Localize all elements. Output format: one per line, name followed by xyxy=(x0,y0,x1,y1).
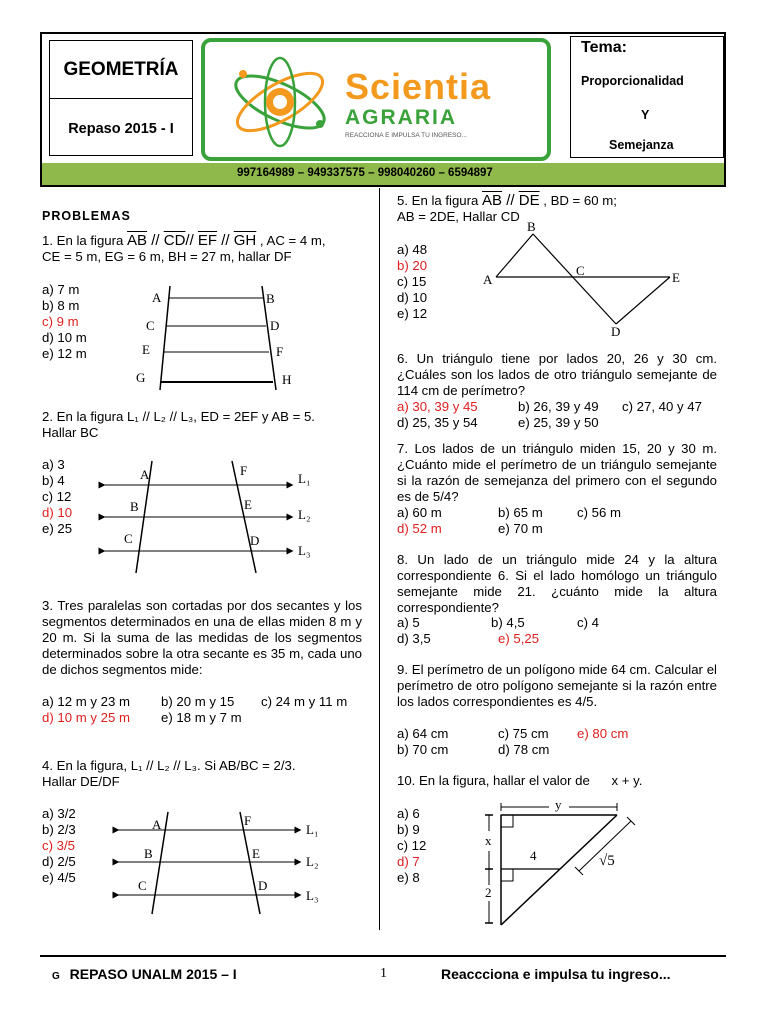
label-sqrt5: √5 xyxy=(599,853,615,869)
option: e) 25 xyxy=(42,521,73,536)
logo-box xyxy=(201,38,551,161)
figure-4 xyxy=(112,808,332,918)
problem-1 xyxy=(42,233,362,265)
option: a) 64 cm xyxy=(397,726,449,741)
divider xyxy=(50,98,192,99)
option: e) 8 xyxy=(397,870,420,885)
option-answer: b) 20 xyxy=(397,258,428,273)
label-A: A xyxy=(152,817,162,832)
tema-line3: Semejanza xyxy=(609,138,674,152)
label-L3: L₃ xyxy=(306,888,319,903)
label-C: C xyxy=(138,878,147,893)
p2-options xyxy=(42,457,72,537)
problem-10 xyxy=(397,773,727,789)
problem-4-line2: Hallar DE/DF xyxy=(42,774,120,789)
label-D: D xyxy=(258,878,268,893)
problem-2 xyxy=(42,409,372,441)
problem-2-line1: 2. En la figura L₁ // L₂ // L₃, ED = 2EF y AB = 5. xyxy=(42,409,315,424)
option-answer: a) 30, 39 y 45 xyxy=(397,399,478,414)
option: c) 15 xyxy=(397,274,427,289)
option: e) 4/5 xyxy=(42,870,76,885)
option-answer: c) 9 m xyxy=(42,314,79,329)
atom-logo-icon xyxy=(225,44,335,156)
option: c) 75 cm xyxy=(498,726,549,741)
subject-box xyxy=(49,40,193,156)
option-answer: d) 7 xyxy=(397,854,420,869)
figure-1 xyxy=(130,282,300,392)
option: b) 4,5 xyxy=(491,615,525,630)
seg-gh: $\overline{GH}$ xyxy=(233,232,257,249)
option: b) 8 m xyxy=(42,298,80,313)
p1-text-b: , AC = 4 m, xyxy=(256,233,326,248)
label-B: B xyxy=(266,291,275,306)
footer-right: Reaccciona e impulsa tu ingreso... xyxy=(441,966,671,982)
problem-10-expr: x + y. xyxy=(611,773,643,788)
p1-text-a: 1. En la figura xyxy=(42,233,128,248)
problem-6: 6. Un triángulo tiene por lados 20, 26 y 30 cm. ¿Cuáles son los lados de otro triángulo semejante de 114 cm de perímetro? xyxy=(397,351,717,398)
option: b) 65 m xyxy=(498,505,543,520)
seg-ab: $\overline{AB}$ xyxy=(127,232,148,249)
label-L1: L₁ xyxy=(298,471,311,486)
p8-options xyxy=(397,615,727,647)
label-H: H xyxy=(282,372,292,387)
footer-left xyxy=(52,966,237,982)
footer-rule xyxy=(40,955,726,957)
seg-ab: $\overline{AB}$ xyxy=(482,192,503,209)
p5-text-a: 5. En la figura xyxy=(397,193,483,208)
footer-prefix: G xyxy=(52,971,60,982)
option-answer: d) 10 m y 25 m xyxy=(42,710,130,725)
option: a) 6 xyxy=(397,806,420,821)
label-D: D xyxy=(611,324,621,339)
figure-5 xyxy=(480,220,700,340)
label-A: A xyxy=(140,467,150,482)
label-E: E xyxy=(672,270,680,285)
p9-options xyxy=(397,726,727,758)
tema-line2: Y xyxy=(641,108,650,122)
option: c) 24 m y 11 m xyxy=(261,694,348,709)
option-answer: c) 3/5 xyxy=(42,838,75,853)
label-B: B xyxy=(144,846,153,861)
seg-de: $\overline{DE}$ xyxy=(518,192,540,209)
option: d) 3,5 xyxy=(397,631,431,646)
option: b) 20 m y 15 xyxy=(161,694,235,709)
problem-4-line1: 4. En la figura, L₁ // L₂ // L₃. Si AB/BC = 2/3. xyxy=(42,758,296,773)
option: a) 5 xyxy=(397,615,420,630)
footer-page: 1 xyxy=(380,966,387,981)
option: e) 25, 39 y 50 xyxy=(518,415,599,430)
option-answer: e) 5,25 xyxy=(498,631,540,646)
column-divider xyxy=(379,188,380,930)
label-F: F xyxy=(244,813,252,828)
label-D: D xyxy=(270,318,280,333)
option: d) 78 cm xyxy=(498,742,550,757)
label-x: x xyxy=(485,833,492,848)
option: b) 26, 39 y 49 xyxy=(518,399,599,414)
option: c) 12 xyxy=(397,838,427,853)
option: a) 7 m xyxy=(42,282,80,297)
seg-cd: $\overline{CD}$ xyxy=(163,232,186,249)
seg-ef: $\overline{EF}$ xyxy=(197,232,218,249)
problem-2-line2: Hallar BC xyxy=(42,425,99,440)
option: d) 25, 35 y 54 xyxy=(397,415,478,430)
p5-options xyxy=(397,242,427,322)
p1-options xyxy=(42,282,87,362)
label-L2: L₂ xyxy=(306,854,319,869)
label-C: C xyxy=(124,531,133,546)
option: b) 2/3 xyxy=(42,822,76,837)
option: c) 27, 40 y 47 xyxy=(622,399,702,414)
option: c) 12 xyxy=(42,489,72,504)
option: b) 9 xyxy=(397,822,420,837)
option-answer: d) 52 m xyxy=(397,521,442,536)
label-E: E xyxy=(142,342,150,357)
label-A: A xyxy=(483,272,493,287)
label-2: 2 xyxy=(485,885,492,900)
option: c) 4 xyxy=(577,615,599,630)
label-C: C xyxy=(146,318,155,333)
problem-4 xyxy=(42,758,372,790)
label-B: B xyxy=(527,220,536,234)
option: a) 12 m y 23 m xyxy=(42,694,130,709)
brand-bottom: AGRARIA xyxy=(345,106,457,129)
p3-options xyxy=(42,694,372,726)
figure-10 xyxy=(475,795,655,930)
label-L2: L₂ xyxy=(298,507,311,522)
problem-1-line1: 1. En la figura $\overline{AB} // \overline{CD}//$ $\overline{EF} // \overline{GH}$ , AC = 4 m, xyxy=(42,232,326,249)
option: a) 3 xyxy=(42,457,65,472)
p7-options xyxy=(397,505,727,537)
p10-options xyxy=(397,806,426,886)
label-L1: L₁ xyxy=(306,822,319,837)
p5-text-b: , BD = 60 m; xyxy=(539,193,617,208)
label-E: E xyxy=(244,497,252,512)
label-F: F xyxy=(240,463,248,478)
green-bar xyxy=(42,163,724,185)
tema-label: Tema: xyxy=(581,39,627,56)
brand-top: Scientia xyxy=(345,66,492,107)
option: d) 10 xyxy=(397,290,428,305)
subject-title: GEOMETRÍA xyxy=(63,59,179,80)
option: e) 70 m xyxy=(498,521,543,536)
label-F: F xyxy=(276,344,284,359)
option: d) 2/5 xyxy=(42,854,76,869)
problem-5-line1: 5. En la figura $\overline{AB} // \overline{DE}$ , BD = 60 m; xyxy=(397,192,617,209)
option: e) 12 xyxy=(397,306,428,321)
problem-3: 3. Tres paralelas son cortadas por dos secantes y los segmentos determinados en una de ellas miden 8 m y 20 m. Si la suma de las medidas de los segmentos determinados sobre la otra secante es 35 m, cada uno de dichos segmentos mide: xyxy=(42,598,362,677)
label-C: C xyxy=(576,263,585,278)
problem-5-line2: AB = 2DE, Hallar CD xyxy=(397,209,520,224)
label-B: B xyxy=(130,499,139,514)
problem-9: 9. El perímetro de un polígono mide 64 cm. Calcular el perímetro de otro polígono semejante si la razón entre los lados correspondientes es 4/5. xyxy=(397,662,717,709)
problem-10-line1: 10. En la figura, hallar el valor de xyxy=(397,773,590,788)
label-A: A xyxy=(152,290,162,305)
option: c) 56 m xyxy=(577,505,621,520)
figure-2 xyxy=(98,455,328,575)
option: a) 48 xyxy=(397,242,428,257)
problem-7: 7. Los lados de un triángulo miden 15, 20 y 30 m. ¿Cuánto mide el perímetro de un triángulo semejante si la razón de semejanza del primero con el segundo es de 5/4? xyxy=(397,441,717,504)
p6-options xyxy=(397,399,727,431)
label-G: G xyxy=(136,370,146,385)
problem-1-line2: CE = 5 m, EG = 6 m, BH = 27 m, hallar DF xyxy=(42,249,292,264)
option-answer: e) 80 cm xyxy=(577,726,629,741)
footer-left-text: REPASO UNALM 2015 – I xyxy=(69,966,237,982)
review-title: Repaso 2015 - I xyxy=(68,121,174,137)
option-answer: d) 10 xyxy=(42,505,73,520)
option: b) 4 xyxy=(42,473,65,488)
p4-options xyxy=(42,806,76,886)
option: a) 3/2 xyxy=(42,806,76,821)
problem-8: 8. Un lado de un triángulo mide 24 y la altura correspondiente 6. Si el lado homólogo un triángulo semejante mide 21. ¿cuánto mide la altura correspondiente? xyxy=(397,552,717,615)
phones: 997164989 – 949337575 – 998040260 – 6594897 xyxy=(237,167,493,179)
label-E: E xyxy=(252,846,260,861)
option: e) 12 m xyxy=(42,346,87,361)
tagline: REACCIONA E IMPULSA TU INGRESO... xyxy=(345,132,467,139)
section-title: PROBLEMAS xyxy=(42,209,131,223)
label-4: 4 xyxy=(530,848,537,863)
option: d) 10 m xyxy=(42,330,87,345)
option: a) 60 m xyxy=(397,505,442,520)
label-y: y xyxy=(555,797,562,812)
tema-box xyxy=(570,36,724,158)
tema-line1: Proporcionalidad xyxy=(581,74,684,88)
label-L3: L₃ xyxy=(298,543,311,558)
label-D: D xyxy=(250,533,260,548)
option: b) 70 cm xyxy=(397,742,449,757)
option: e) 18 m y 7 m xyxy=(161,710,242,725)
